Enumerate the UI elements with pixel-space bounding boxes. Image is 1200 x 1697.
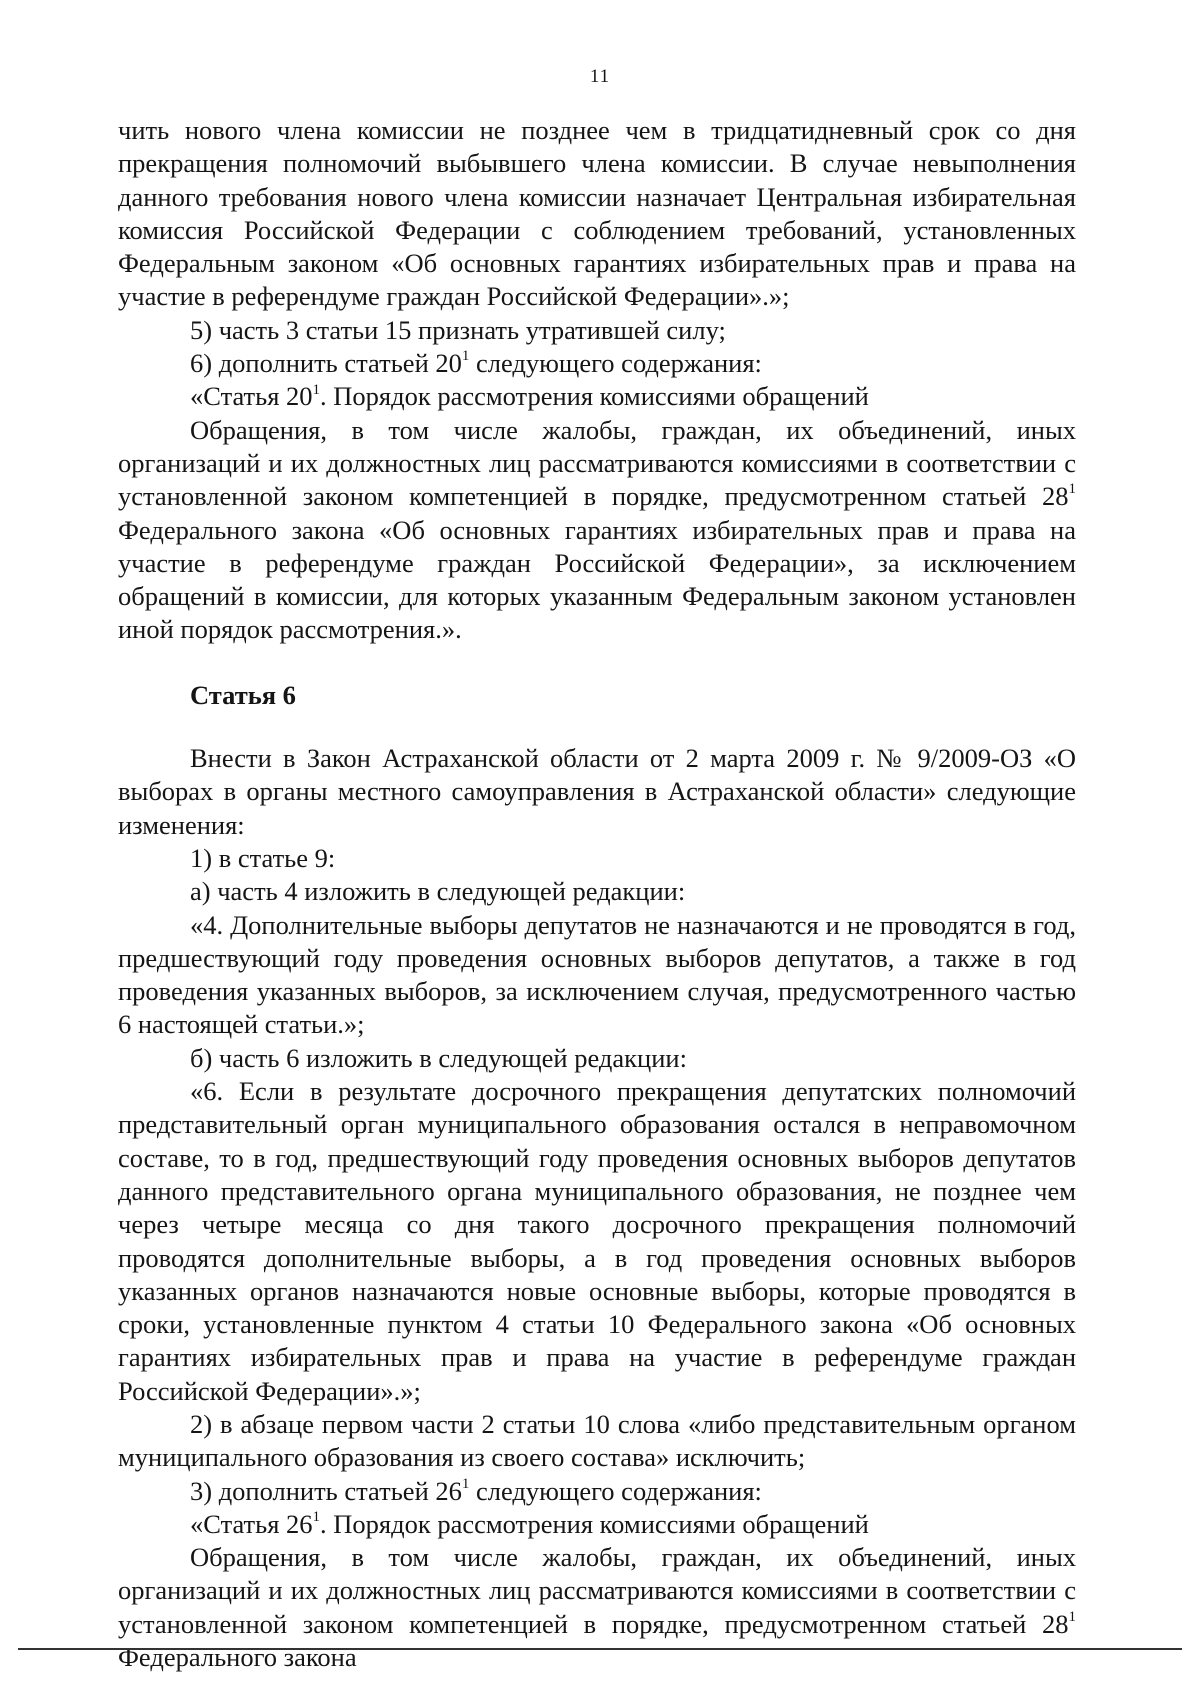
superscript: 1 xyxy=(312,381,321,398)
document-body xyxy=(118,114,1076,1674)
article-title-text-end: . Порядок рассмотрения комиссиями обращений xyxy=(320,1508,869,1539)
superscript: 1 xyxy=(461,1475,470,1492)
article-heading: Статья 6 xyxy=(190,679,296,710)
paragraph-subitem-b: б) часть 6 изложить в следующей редакции: xyxy=(190,1042,687,1073)
superscript: 1 xyxy=(1068,1608,1076,1625)
appeals-text: Обращения, в том числе жалобы, граждан, их объединений, иных организаций и их должностных лиц рассматриваются комиссиями в соответствии с установленной законом компетенцией в порядке, предусмотренном статьей 28 xyxy=(118,414,1076,512)
paragraph-part-6-text: «6. Если в результате досрочного прекращения депутатских полномочий представительный орган муниципального образования остался в неправомочном составе, то в год, предшествующий году проведения основных выборов депутатов данного представительного органа муниципального образования, не позднее чем через четыре месяца со дня такого досрочного прекращения полномочий проводятся дополнительные выборы, а в год проведения основных выборов указанных органов назначаются новые основные выборы, которые проводятся в сроки, установленные пунктом 4 статьи 10 Федерального закона «Об основных гарантиях избирательных прав и права на участие в референдуме граждан Российской Федерации».»; xyxy=(118,1076,1076,1406)
page-number: 11 xyxy=(589,66,611,87)
paragraph-continuation: чить нового члена комиссии не позднее чем в тридцатидневный срок со дня прекращения полномочий выбывшего члена комиссии. В случае невыполнения данного требования нового члена комиссии назначает Центральная избирательная комиссия Российской Федерации с соблюдением требований, установленных Федеральным законом «Об основных гарантиях избирательных прав и права на участие в референдуме граждан Российской Федерации».»; xyxy=(118,115,1076,312)
item-6-text: 6) дополнить статьей 20 xyxy=(190,348,462,379)
scan-bottom-edge xyxy=(18,1648,1182,1650)
paragraph-item-6 xyxy=(118,347,1076,380)
appeals-text-end: Федерального закона xyxy=(118,1642,357,1673)
paragraph-item-5: 5) часть 3 статьи 15 признать утратившей силу; xyxy=(190,314,726,345)
article-title-text: «Статья 20 xyxy=(190,381,313,412)
paragraph-item-3 xyxy=(118,1475,1076,1508)
item-6-text-end: следующего содержания: xyxy=(469,348,762,379)
paragraph-item-2: 2) в абзаце первом части 2 статьи 10 слова «либо представительным органом муниципального образования из своего состава» исключить; xyxy=(118,1408,1076,1473)
paragraph-appeals xyxy=(118,414,1076,647)
paragraph-article-26-1-title xyxy=(118,1508,1076,1541)
superscript: 1 xyxy=(1068,481,1076,498)
paragraph-item-1: 1) в статье 9: xyxy=(190,842,336,873)
item-3-text: 3) дополнить статьей 26 xyxy=(190,1475,462,1506)
article-title-text: «Статья 26 xyxy=(190,1508,313,1539)
superscript: 1 xyxy=(312,1509,321,1526)
article-title-text-end: . Порядок рассмотрения комиссиями обращений xyxy=(320,381,869,412)
item-3-text-end: следующего содержания: xyxy=(469,1475,762,1506)
paragraph-article-20-1-title xyxy=(118,380,1076,413)
paragraph-subitem-a: а) часть 4 изложить в следующей редакции: xyxy=(190,876,686,907)
appeals-text-end: Федерального закона «Об основных гарантиях избирательных прав и права на участие в референдуме граждан Российской Федерации», за исключением обращений в комиссии, для которых указанным Федеральным законом установлен иной порядок рассмотрения.». xyxy=(118,514,1076,645)
appeals-text: Обращения, в том числе жалобы, граждан, их объединений, иных организаций и их должностных лиц рассматриваются комиссиями в соответствии с установленной законом компетенцией в порядке, предусмотренном статьей 28 xyxy=(118,1542,1076,1639)
paragraph-amendment-intro: Внести в Закон Астраханской области от 2 марта 2009 г. № 9/2009-ОЗ «О выборах в органы местного самоуправления в Астраханской области» следующие изменения: xyxy=(118,743,1076,840)
paragraph-part-4-text: «4. Дополнительные выборы депутатов не назначаются и не проводятся в год, предшествующий году проведения основных выборов депутатов, а также в год проведения указанных выборов, за исключением случая, предусмотренного частью 6 настоящей статьи.»; xyxy=(118,909,1076,1040)
paragraph-appeals-2 xyxy=(118,1541,1076,1674)
superscript: 1 xyxy=(461,348,470,365)
